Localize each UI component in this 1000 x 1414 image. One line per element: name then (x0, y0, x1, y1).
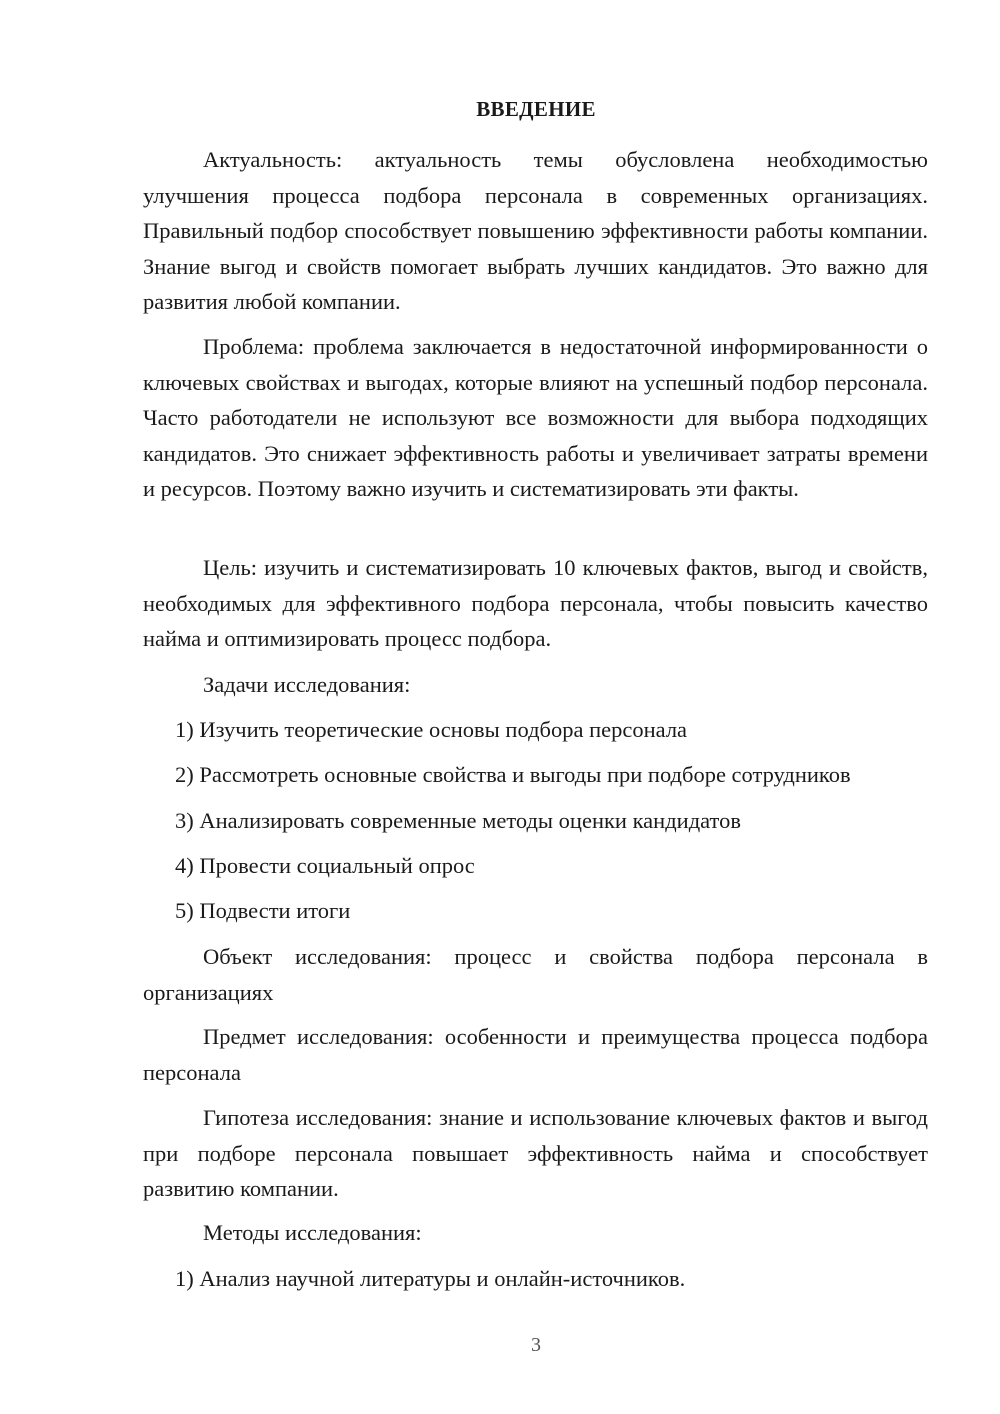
task-item: 2) Рассмотреть основные свойства и выгоды при подборе сотрудников (175, 762, 851, 787)
relevance-paragraph: Актуальность: актуальность темы обусловлена необходимостью улучшения процесса подбора персонала в современных организациях. Правильный подбор способствует повышению эффективности работы компании. Знание выгод и свойств помогает выбрать лучших кандидатов. Это важно для развития любой компании. (143, 147, 928, 314)
page-number: 3 (531, 1334, 541, 1356)
goal-paragraph: Цель: изучить и систематизировать 10 ключевых фактов, выгод и свойств, необходимых для эффективного подбора персонала, чтобы повысить качество найма и оптимизировать процесс подбора. (143, 555, 928, 651)
tasks-heading: Задачи исследования: (203, 672, 411, 697)
problem-paragraph: Проблема: проблема заключается в недостаточной информированности о ключевых свойствах и выгодах, которые влияют на успешный подбор персонала. Часто работодатели не используют все возможности для выбора подходящих кандидатов. Это снижает эффективность работы и увеличивает затраты времени и ресурсов. Поэтому важно изучить и систематизировать эти факты. (143, 334, 928, 501)
object-paragraph: Объект исследования: процесс и свойства подбора персонала в организациях (143, 944, 928, 1005)
methods-heading: Методы исследования: (203, 1220, 422, 1245)
method-item: 1) Анализ научной литературы и онлайн-источников. (175, 1266, 686, 1291)
task-item: 4) Провести социальный опрос (175, 853, 475, 878)
task-item: 1) Изучить теоретические основы подбора персонала (175, 717, 688, 742)
subject-paragraph: Предмет исследования: особенности и преимущества процесса подбора персонала (143, 1024, 928, 1085)
task-item: 3) Анализировать современные методы оценки кандидатов (175, 808, 741, 833)
section-title: ВВЕДЕНИЕ (476, 97, 596, 121)
hypothesis-paragraph: Гипотеза исследования: знание и использование ключевых фактов и выгод при подборе персонала повышает эффективность найма и способствует развитию компании. (143, 1105, 928, 1201)
task-item: 5) Подвести итоги (175, 898, 351, 923)
